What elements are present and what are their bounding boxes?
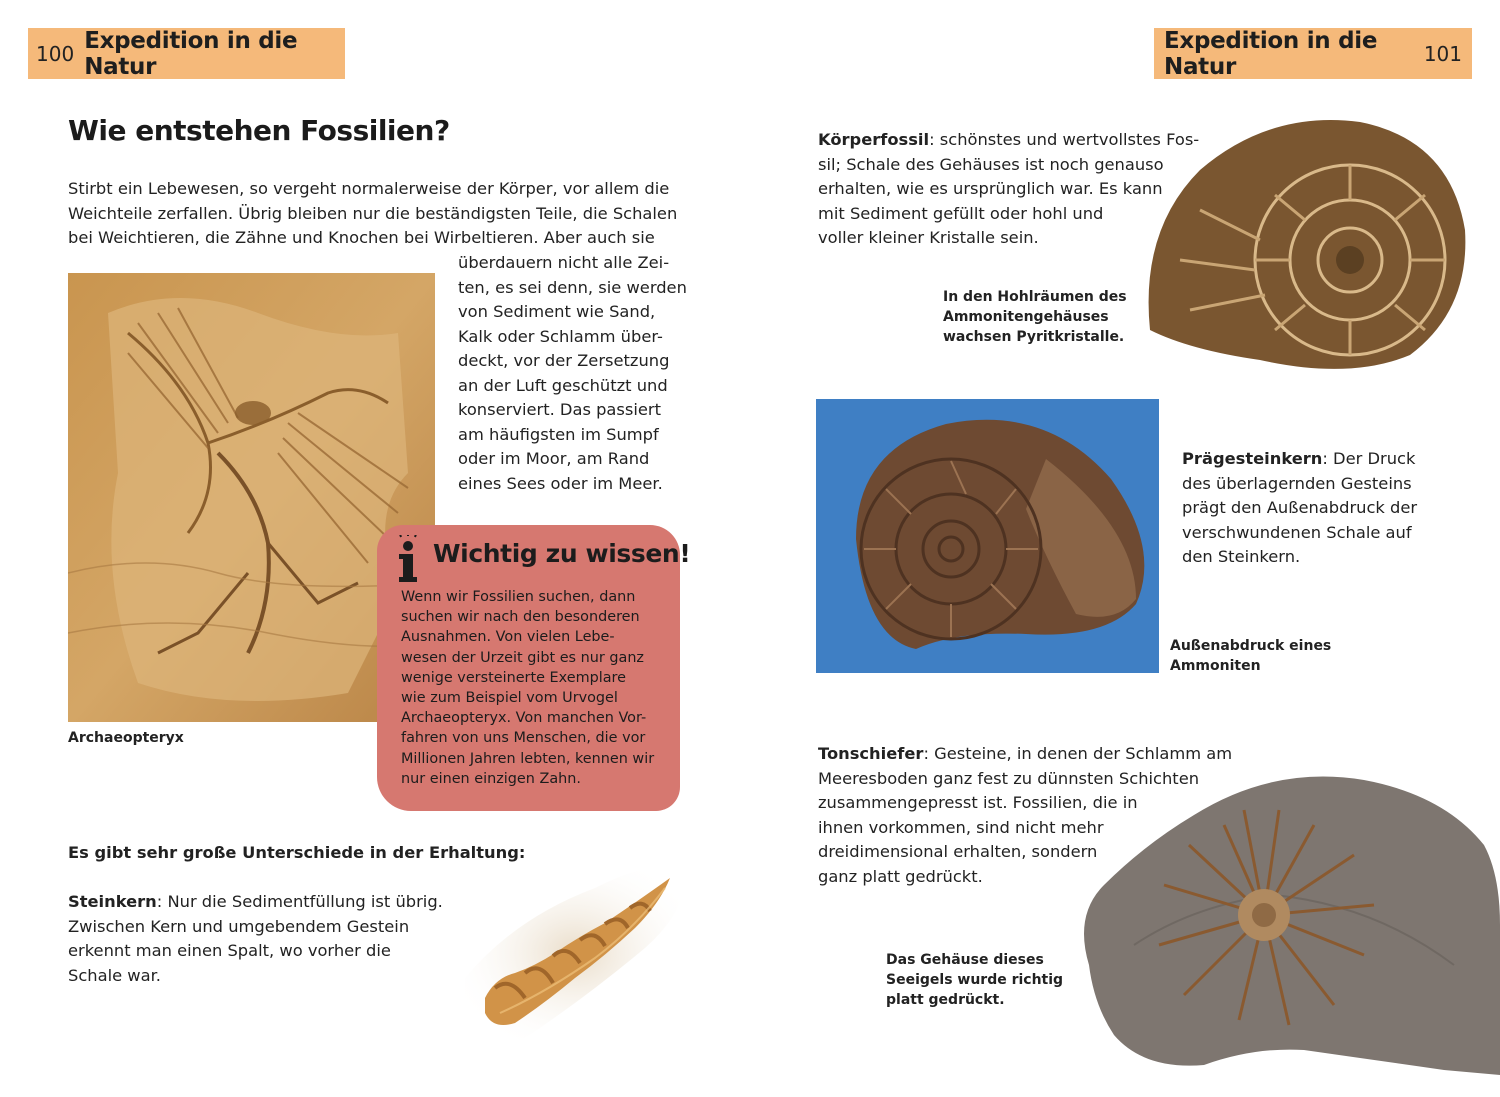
praegesteinkern-text: : Der Druck xyxy=(1322,449,1416,468)
praegesteinkern-line xyxy=(1182,447,1432,472)
page-header-left xyxy=(28,28,345,79)
column-line: konserviert. Das passiert xyxy=(458,400,661,419)
caption-line: In den Hohlräumen des xyxy=(943,289,1127,305)
differences-heading: Es gibt sehr große Unterschiede in der Erhaltung: xyxy=(68,843,526,862)
praegesteinkern-term: Prägesteinkern xyxy=(1182,449,1323,468)
tonschiefer-line: dreidimensional erhalten, sondern xyxy=(818,842,1098,861)
steinkern-line: Zwischen Kern und umgebendem Gestein xyxy=(68,916,410,936)
caption-line: Ammoniten xyxy=(1170,658,1261,674)
column-paragraph xyxy=(458,251,698,496)
page-number-left: 100 xyxy=(36,41,75,66)
info-line: Ausnahmen. Von vielen Lebe- xyxy=(401,629,615,646)
steinkern-line: Schale war. xyxy=(68,965,161,985)
praegesteinkern-line: prägt den Außenabdruck der xyxy=(1182,498,1418,517)
steinkern-term: Steinkern xyxy=(68,892,157,911)
info-line: suchen wir nach den besonderen xyxy=(401,609,640,626)
steinkern-line xyxy=(68,890,448,915)
tonschiefer-term: Tonschiefer xyxy=(818,744,924,763)
koerperfossil-line: sil; Schale des Gehäuses ist noch genauso xyxy=(818,154,1164,174)
pyrite-ammonite-caption xyxy=(943,287,1127,347)
caption-line: Außenabdruck eines xyxy=(1170,638,1332,654)
caption-line: Das Gehäuse dieses xyxy=(886,952,1044,968)
praegesteinkern-line: des überlagernden Gesteins xyxy=(1182,473,1412,493)
intro-paragraph xyxy=(68,177,708,251)
tonschiefer-text: : Gesteine, in denen der Schlamm am xyxy=(923,744,1233,763)
header-title-left: Expedition in die Natur xyxy=(84,27,298,80)
info-i-icon xyxy=(395,535,421,585)
info-box xyxy=(377,525,691,811)
info-line: nur einen einzigen Zahn. xyxy=(401,770,581,787)
column-line: ten, es sei denn, sie werden xyxy=(458,277,687,297)
ammonite-mold-caption xyxy=(1170,636,1331,676)
caption-line: Seeigels wurde richtig xyxy=(886,972,1064,988)
koerperfossil-line: voller kleiner Kristalle sein. xyxy=(818,228,1039,247)
page-header-right xyxy=(1154,28,1472,79)
column-line: deckt, vor der Zersetzung xyxy=(458,351,670,370)
info-line: wenige versteinerte Exemplare xyxy=(401,669,626,686)
sea-urchin-caption xyxy=(886,950,1063,1010)
info-line: Wenn wir Fossilien suchen, dann xyxy=(401,589,636,605)
column-line: am häufigsten im Sumpf xyxy=(458,424,659,444)
praegesteinkern-line: den Steinkern. xyxy=(1182,547,1301,566)
right-page xyxy=(750,0,1500,1097)
column-line: oder im Moor, am Rand xyxy=(458,449,650,468)
intro-line: Stirbt ein Lebewesen, so vergeht normalerweise der Körper, vor allem die xyxy=(68,179,670,198)
archaeopteryx-caption: Archaeopteryx xyxy=(68,730,184,746)
koerperfossil-line: erhalten, wie es ursprünglich war. Es kann xyxy=(818,179,1163,198)
info-box-title: Wichtig zu wissen! xyxy=(433,539,691,568)
tonschiefer-line: ihnen vorkommen, sind nicht mehr xyxy=(818,817,1104,837)
tonschiefer-line: Meeresboden ganz fest zu dünnsten Schichten xyxy=(818,768,1200,788)
tonschiefer-line: zusammengepresst ist. Fossilien, die in xyxy=(818,793,1138,812)
info-line: Millionen Jahren lebten, kennen wir xyxy=(401,750,655,767)
column-line: eines Sees oder im Meer. xyxy=(458,473,663,493)
column-line: an der Luft geschützt und xyxy=(458,375,668,395)
praegesteinkern-paragraph xyxy=(1182,447,1432,570)
section-title: Wie entstehen Fossilien? xyxy=(68,114,450,147)
sea-urchin-photo xyxy=(1074,765,1500,1075)
column-line: Kalk oder Schlamm über- xyxy=(458,326,663,346)
steinkern-paragraph xyxy=(68,890,448,988)
koerperfossil-line: mit Sediment gefüllt oder hohl und xyxy=(818,203,1104,223)
caption-line: Ammonitengehäuses xyxy=(943,309,1109,325)
header-title-right: Expedition in die Natur xyxy=(1164,27,1378,80)
info-line: fahren von uns Menschen, die vor xyxy=(401,730,646,747)
intro-line: Weichteile zerfallen. Übrig bleiben nur die beständigsten Teile, die Schalen xyxy=(68,203,678,223)
tonschiefer-line: ganz platt gedrückt. xyxy=(818,866,983,886)
ammonite-mold-photo xyxy=(816,399,1159,673)
tonschiefer-line xyxy=(818,742,1238,767)
column-line: überdauern nicht alle Zei- xyxy=(458,253,670,272)
column-line: von Sediment wie Sand, xyxy=(458,302,656,321)
steinkern-photo xyxy=(455,848,695,1053)
koerperfossil-text: : schönstes und wertvollstes Fos- xyxy=(929,130,1200,149)
intro-line: bei Weichtieren, die Zähne und Knochen bei Wirbeltieren. Aber auch sie xyxy=(68,228,655,247)
praegesteinkern-line: verschwundenen Schale auf xyxy=(1182,522,1412,542)
info-line: wie zum Beispiel vom Urvogel xyxy=(401,690,618,707)
koerperfossil-term: Körperfossil xyxy=(818,130,930,149)
pyrite-ammonite-photo xyxy=(1140,110,1470,372)
info-line: Archaeopteryx. Von manchen Vor- xyxy=(401,710,647,727)
info-box-text xyxy=(401,587,665,789)
page-number-right: 101 xyxy=(1423,41,1462,66)
caption-line: wachsen Pyritkristalle. xyxy=(943,329,1125,345)
caption-line: platt gedrückt. xyxy=(886,992,1005,1008)
steinkern-text: : Nur die Sedimentfüllung ist übrig. xyxy=(156,892,443,911)
steinkern-line: erkennt man einen Spalt, wo vorher die xyxy=(68,941,391,960)
info-line: wesen der Urzeit gibt es nur ganz xyxy=(401,649,644,666)
